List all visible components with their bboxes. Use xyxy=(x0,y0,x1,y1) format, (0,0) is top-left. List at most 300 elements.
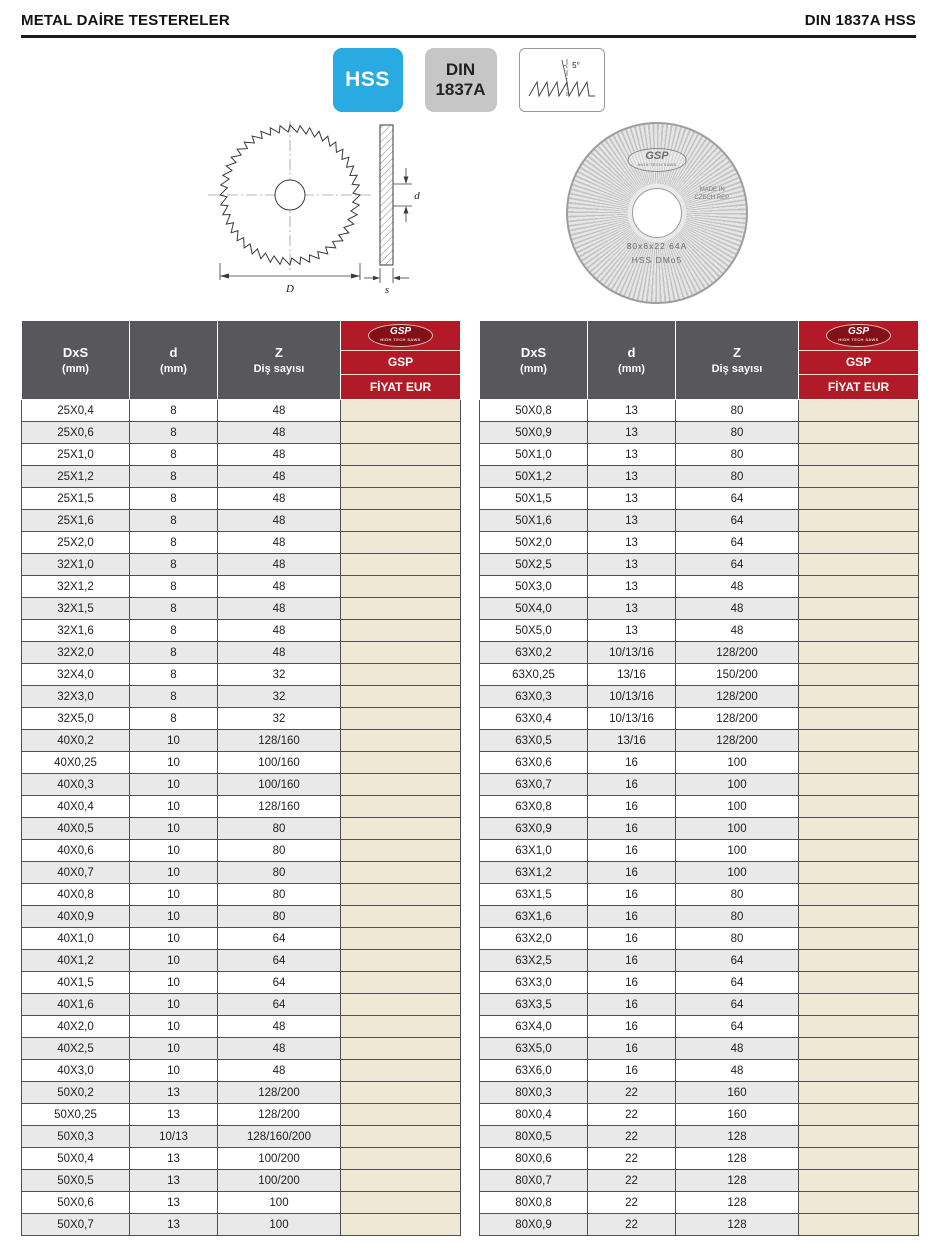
dxs-cell: 50X1,0 xyxy=(480,444,588,466)
price-cell xyxy=(341,664,461,686)
price-cell xyxy=(341,1082,461,1104)
price-cell xyxy=(341,1214,461,1236)
z-cell: 48 xyxy=(218,488,341,510)
d-cell: 16 xyxy=(588,928,676,950)
z-cell: 100 xyxy=(676,752,799,774)
rake-angle-label: 5° xyxy=(571,61,580,70)
badge-row xyxy=(0,48,937,112)
z-cell: 128/200 xyxy=(676,708,799,730)
price-cell xyxy=(341,444,461,466)
col-header-dxs-label: DxS xyxy=(62,345,89,360)
dxs-cell: 63X4,0 xyxy=(480,1016,588,1038)
price-eur-label: FİYAT EUR xyxy=(799,374,918,399)
d-cell: 8 xyxy=(130,400,218,422)
table-row xyxy=(22,400,461,422)
d-cell: 13 xyxy=(588,598,676,620)
price-cell xyxy=(799,1148,919,1170)
dxs-cell: 50X0,4 xyxy=(22,1148,130,1170)
z-cell: 64 xyxy=(676,1016,799,1038)
table-row xyxy=(480,1016,919,1038)
table-row xyxy=(22,818,461,840)
table-row xyxy=(480,796,919,818)
saw-table-left xyxy=(21,320,461,1236)
price-cell xyxy=(341,1170,461,1192)
z-cell: 64 xyxy=(676,510,799,532)
table-row xyxy=(480,928,919,950)
table-row xyxy=(480,532,919,554)
gsp-logo-text: GSP xyxy=(645,150,669,162)
d-cell: 10 xyxy=(130,730,218,752)
dxs-cell: 63X0,7 xyxy=(480,774,588,796)
table-row xyxy=(22,796,461,818)
standard-title: DIN 1837A HSS xyxy=(804,12,916,29)
d-cell: 22 xyxy=(588,1148,676,1170)
col-header-z xyxy=(676,321,799,400)
price-cell xyxy=(799,444,919,466)
saw-blade-photo xyxy=(566,122,748,304)
dxs-cell: 50X2,5 xyxy=(480,554,588,576)
price-cell xyxy=(341,994,461,1016)
price-cell xyxy=(799,1192,919,1214)
dxs-cell: 63X1,0 xyxy=(480,840,588,862)
dxs-cell: 63X0,3 xyxy=(480,686,588,708)
z-cell: 100 xyxy=(676,796,799,818)
d-cell: 10 xyxy=(130,818,218,840)
z-cell: 64 xyxy=(218,950,341,972)
dxs-cell: 25X1,2 xyxy=(22,466,130,488)
d-cell: 8 xyxy=(130,620,218,642)
table-row xyxy=(22,642,461,664)
z-cell: 128/200 xyxy=(676,730,799,752)
z-cell: 100 xyxy=(676,774,799,796)
z-cell: 48 xyxy=(218,554,341,576)
d-cell: 13 xyxy=(588,532,676,554)
col-header-d-label: d xyxy=(169,345,178,360)
d-cell: 22 xyxy=(588,1126,676,1148)
gsp-logo xyxy=(799,321,918,350)
price-cell xyxy=(799,1038,919,1060)
price-cell xyxy=(799,752,919,774)
price-cell xyxy=(341,686,461,708)
price-cell xyxy=(799,708,919,730)
z-cell: 100/200 xyxy=(218,1148,341,1170)
dxs-cell: 63X0,4 xyxy=(480,708,588,730)
price-cell xyxy=(799,400,919,422)
dxs-cell: 63X2,0 xyxy=(480,928,588,950)
dxs-cell: 40X0,9 xyxy=(22,906,130,928)
table-row xyxy=(22,950,461,972)
dxs-cell: 40X0,5 xyxy=(22,818,130,840)
table-row xyxy=(22,620,461,642)
dxs-cell: 40X1,0 xyxy=(22,928,130,950)
col-header-z-label: Z xyxy=(733,345,741,360)
price-cell xyxy=(799,1126,919,1148)
table-row xyxy=(480,884,919,906)
z-cell: 32 xyxy=(218,708,341,730)
table-row xyxy=(480,1170,919,1192)
table-row xyxy=(480,972,919,994)
col-header-d-unit: (mm) xyxy=(618,363,645,375)
price-cell xyxy=(799,620,919,642)
dxs-cell: 50X0,8 xyxy=(480,400,588,422)
col-header-dxs xyxy=(22,321,130,400)
d-cell: 13 xyxy=(588,510,676,532)
z-cell: 128 xyxy=(676,1148,799,1170)
saw-front-view-drawing xyxy=(203,120,378,294)
price-cell xyxy=(341,400,461,422)
gsp-brand-label: GSP xyxy=(799,350,918,374)
blade-bore-hole xyxy=(632,188,682,238)
table-row xyxy=(22,576,461,598)
table-row xyxy=(480,1148,919,1170)
col-header-z xyxy=(218,321,341,400)
table-row xyxy=(480,752,919,774)
z-cell: 64 xyxy=(676,554,799,576)
d-cell: 13 xyxy=(130,1104,218,1126)
d-cell: 22 xyxy=(588,1170,676,1192)
z-cell: 100 xyxy=(676,862,799,884)
price-cell xyxy=(799,884,919,906)
z-cell: 100 xyxy=(218,1214,341,1236)
d-cell: 13/16 xyxy=(588,664,676,686)
z-cell: 128 xyxy=(676,1170,799,1192)
z-cell: 48 xyxy=(676,1060,799,1082)
z-cell: 32 xyxy=(218,664,341,686)
price-cell xyxy=(799,598,919,620)
d-cell: 10/13/16 xyxy=(588,642,676,664)
price-cell xyxy=(799,950,919,972)
d-cell: 13 xyxy=(588,466,676,488)
z-cell: 48 xyxy=(676,576,799,598)
d-cell: 16 xyxy=(588,1038,676,1060)
dxs-cell: 50X4,0 xyxy=(480,598,588,620)
col-header-price xyxy=(799,321,919,400)
table-row xyxy=(480,1214,919,1236)
price-cell xyxy=(341,1126,461,1148)
table-row xyxy=(22,598,461,620)
price-cell xyxy=(799,642,919,664)
dxs-cell: 63X2,5 xyxy=(480,950,588,972)
d-cell: 8 xyxy=(130,642,218,664)
price-cell xyxy=(799,1170,919,1192)
price-cell xyxy=(799,686,919,708)
blade-spec-line2: HSS DMo5 xyxy=(631,254,683,265)
z-cell: 80 xyxy=(218,818,341,840)
table-row xyxy=(480,906,919,928)
dxs-cell: 40X0,25 xyxy=(22,752,130,774)
d-cell: 22 xyxy=(588,1214,676,1236)
d-cell: 10 xyxy=(130,906,218,928)
hss-badge: HSS xyxy=(333,48,403,112)
table-row xyxy=(480,620,919,642)
z-cell: 80 xyxy=(218,906,341,928)
col-header-dxs xyxy=(480,321,588,400)
table-row xyxy=(480,840,919,862)
table-header-row xyxy=(480,321,919,400)
price-cell xyxy=(341,466,461,488)
z-cell: 100/160 xyxy=(218,774,341,796)
table-row xyxy=(480,994,919,1016)
d-cell: 10 xyxy=(130,950,218,972)
dxs-cell: 40X0,2 xyxy=(22,730,130,752)
saw-side-view-drawing xyxy=(360,120,424,294)
dxs-cell: 63X0,9 xyxy=(480,818,588,840)
table-header-row xyxy=(22,321,461,400)
d-cell: 13 xyxy=(130,1148,218,1170)
table-row xyxy=(480,576,919,598)
technical-drawings xyxy=(0,120,937,308)
d-cell: 13 xyxy=(588,554,676,576)
dxs-cell: 40X0,8 xyxy=(22,884,130,906)
z-cell: 64 xyxy=(676,972,799,994)
d-cell: 8 xyxy=(130,554,218,576)
price-cell xyxy=(799,488,919,510)
price-cell xyxy=(341,642,461,664)
table-row xyxy=(480,1038,919,1060)
price-cell xyxy=(341,862,461,884)
dxs-cell: 50X1,5 xyxy=(480,488,588,510)
d-cell: 16 xyxy=(588,994,676,1016)
dxs-cell: 40X0,7 xyxy=(22,862,130,884)
table-row xyxy=(22,1214,461,1236)
price-cell xyxy=(799,1060,919,1082)
table-row xyxy=(22,994,461,1016)
dxs-cell: 32X4,0 xyxy=(22,664,130,686)
dxs-cell: 63X0,25 xyxy=(480,664,588,686)
d-cell: 10 xyxy=(130,1016,218,1038)
dxs-cell: 40X0,3 xyxy=(22,774,130,796)
table-row xyxy=(22,422,461,444)
z-cell: 64 xyxy=(676,950,799,972)
price-cell xyxy=(799,994,919,1016)
z-cell: 80 xyxy=(676,884,799,906)
d-cell: 8 xyxy=(130,422,218,444)
dxs-cell: 25X0,6 xyxy=(22,422,130,444)
dxs-cell: 40X3,0 xyxy=(22,1060,130,1082)
table-row xyxy=(480,862,919,884)
price-cell xyxy=(341,620,461,642)
dxs-cell: 50X2,0 xyxy=(480,532,588,554)
dxs-cell: 32X3,0 xyxy=(22,686,130,708)
d-cell: 10 xyxy=(130,752,218,774)
dxs-cell: 25X1,5 xyxy=(22,488,130,510)
table-row xyxy=(22,1060,461,1082)
price-cell xyxy=(799,818,919,840)
table-row xyxy=(22,488,461,510)
price-cell xyxy=(341,488,461,510)
z-cell: 48 xyxy=(218,576,341,598)
col-header-dxs-unit: (mm) xyxy=(62,363,89,375)
table-row xyxy=(22,444,461,466)
z-cell: 100/160 xyxy=(218,752,341,774)
table-row xyxy=(22,730,461,752)
price-cell xyxy=(341,796,461,818)
table-row xyxy=(22,928,461,950)
col-header-z-sub: Diş sayısı xyxy=(253,363,305,375)
dxs-cell: 50X0,2 xyxy=(22,1082,130,1104)
dxs-cell: 63X0,2 xyxy=(480,642,588,664)
dxs-cell: 50X3,0 xyxy=(480,576,588,598)
tooth-angle-icon xyxy=(526,55,598,105)
table-row xyxy=(22,686,461,708)
tooth-angle-badge xyxy=(519,48,605,112)
table-row xyxy=(22,1082,461,1104)
d-cell: 22 xyxy=(588,1104,676,1126)
price-cell xyxy=(799,466,919,488)
d-cell: 10/13/16 xyxy=(588,708,676,730)
dxs-cell: 32X1,5 xyxy=(22,598,130,620)
saw-table-right xyxy=(479,320,919,1236)
dxs-cell: 63X1,5 xyxy=(480,884,588,906)
table-row xyxy=(480,1082,919,1104)
price-cell xyxy=(341,1060,461,1082)
z-cell: 80 xyxy=(218,884,341,906)
dxs-cell: 63X5,0 xyxy=(480,1038,588,1060)
d-cell: 16 xyxy=(588,1016,676,1038)
col-header-dxs-label: DxS xyxy=(520,345,547,360)
table-row xyxy=(480,950,919,972)
dxs-cell: 50X0,6 xyxy=(22,1192,130,1214)
d-cell: 10/13/16 xyxy=(588,686,676,708)
dxs-cell: 50X0,7 xyxy=(22,1214,130,1236)
table-row xyxy=(22,466,461,488)
gsp-logo-tiny: HIGH TECH SAWS xyxy=(380,337,421,342)
dxs-cell: 32X5,0 xyxy=(22,708,130,730)
z-cell: 48 xyxy=(218,532,341,554)
table-row xyxy=(22,862,461,884)
table-row xyxy=(480,774,919,796)
z-cell: 128/200 xyxy=(676,686,799,708)
col-header-dxs-unit: (mm) xyxy=(520,363,547,375)
d-cell: 10 xyxy=(130,1038,218,1060)
dxs-cell: 63X0,8 xyxy=(480,796,588,818)
din-standard-badge xyxy=(425,48,497,112)
d-cell: 10 xyxy=(130,774,218,796)
dxs-cell: 40X2,0 xyxy=(22,1016,130,1038)
bore-dim-label: d xyxy=(414,190,420,202)
thickness-dim-label: s xyxy=(384,284,390,294)
dxs-cell: 50X0,5 xyxy=(22,1170,130,1192)
z-cell: 80 xyxy=(676,466,799,488)
table-row xyxy=(480,664,919,686)
z-cell: 64 xyxy=(676,488,799,510)
table-row xyxy=(480,422,919,444)
d-cell: 16 xyxy=(588,818,676,840)
table-row xyxy=(480,818,919,840)
table-row xyxy=(480,1126,919,1148)
z-cell: 32 xyxy=(218,686,341,708)
z-cell: 48 xyxy=(218,598,341,620)
table-row xyxy=(480,400,919,422)
dxs-cell: 63X1,6 xyxy=(480,906,588,928)
table-row xyxy=(480,708,919,730)
dxs-cell: 80X0,6 xyxy=(480,1148,588,1170)
dxs-cell: 63X6,0 xyxy=(480,1060,588,1082)
dxs-cell: 63X1,2 xyxy=(480,862,588,884)
z-cell: 64 xyxy=(676,994,799,1016)
z-cell: 128/160/200 xyxy=(218,1126,341,1148)
gsp-logo-subtext: HIGH TECH SAWS xyxy=(637,162,677,167)
price-cell xyxy=(341,972,461,994)
z-cell: 128/160 xyxy=(218,796,341,818)
col-header-d-label: d xyxy=(627,345,636,360)
z-cell: 48 xyxy=(218,1060,341,1082)
table-row xyxy=(480,1060,919,1082)
price-cell xyxy=(341,730,461,752)
col-header-d xyxy=(130,321,218,400)
z-cell: 128/200 xyxy=(218,1082,341,1104)
d-cell: 10 xyxy=(130,884,218,906)
table-row xyxy=(22,1104,461,1126)
z-cell: 80 xyxy=(676,906,799,928)
d-cell: 8 xyxy=(130,708,218,730)
dxs-cell: 80X0,9 xyxy=(480,1214,588,1236)
z-cell: 48 xyxy=(218,1016,341,1038)
gsp-logo xyxy=(341,321,460,350)
price-cell xyxy=(799,1214,919,1236)
d-cell: 13 xyxy=(588,422,676,444)
dxs-cell: 50X5,0 xyxy=(480,620,588,642)
z-cell: 80 xyxy=(676,400,799,422)
d-cell: 22 xyxy=(588,1082,676,1104)
gsp-logo-oval xyxy=(826,324,891,347)
table-row xyxy=(22,1038,461,1060)
dxs-cell: 50X1,6 xyxy=(480,510,588,532)
d-cell: 8 xyxy=(130,488,218,510)
d-cell: 16 xyxy=(588,950,676,972)
price-cell xyxy=(341,950,461,972)
price-cell xyxy=(341,1148,461,1170)
dxs-cell: 32X1,6 xyxy=(22,620,130,642)
table-row xyxy=(22,554,461,576)
price-cell xyxy=(341,1192,461,1214)
d-cell: 13 xyxy=(588,488,676,510)
d-cell: 13 xyxy=(588,576,676,598)
col-header-d-unit: (mm) xyxy=(160,363,187,375)
d-cell: 13 xyxy=(130,1192,218,1214)
table-row xyxy=(480,686,919,708)
d-cell: 16 xyxy=(588,884,676,906)
table-row xyxy=(480,488,919,510)
price-cell xyxy=(799,1082,919,1104)
price-cell xyxy=(799,576,919,598)
dxs-cell: 25X2,0 xyxy=(22,532,130,554)
z-cell: 100 xyxy=(676,818,799,840)
d-cell: 22 xyxy=(588,1192,676,1214)
z-cell: 128/200 xyxy=(676,642,799,664)
d-cell: 16 xyxy=(588,796,676,818)
z-cell: 48 xyxy=(218,400,341,422)
z-cell: 80 xyxy=(218,840,341,862)
d-cell: 8 xyxy=(130,510,218,532)
dxs-cell: 50X1,2 xyxy=(480,466,588,488)
made-in-text xyxy=(694,186,730,203)
made-in-line2: CZECH REP. xyxy=(694,195,730,202)
z-cell: 160 xyxy=(676,1082,799,1104)
gsp-logo-tiny: HIGH TECH SAWS xyxy=(838,337,879,342)
table-row xyxy=(480,466,919,488)
z-cell: 48 xyxy=(218,466,341,488)
z-cell: 80 xyxy=(676,444,799,466)
z-cell: 80 xyxy=(676,928,799,950)
d-cell: 10 xyxy=(130,928,218,950)
d-cell: 8 xyxy=(130,686,218,708)
table-row xyxy=(22,1126,461,1148)
d-cell: 13 xyxy=(588,620,676,642)
d-cell: 16 xyxy=(588,906,676,928)
dxs-cell: 63X3,5 xyxy=(480,994,588,1016)
gsp-logo-big: GSP xyxy=(389,326,412,337)
